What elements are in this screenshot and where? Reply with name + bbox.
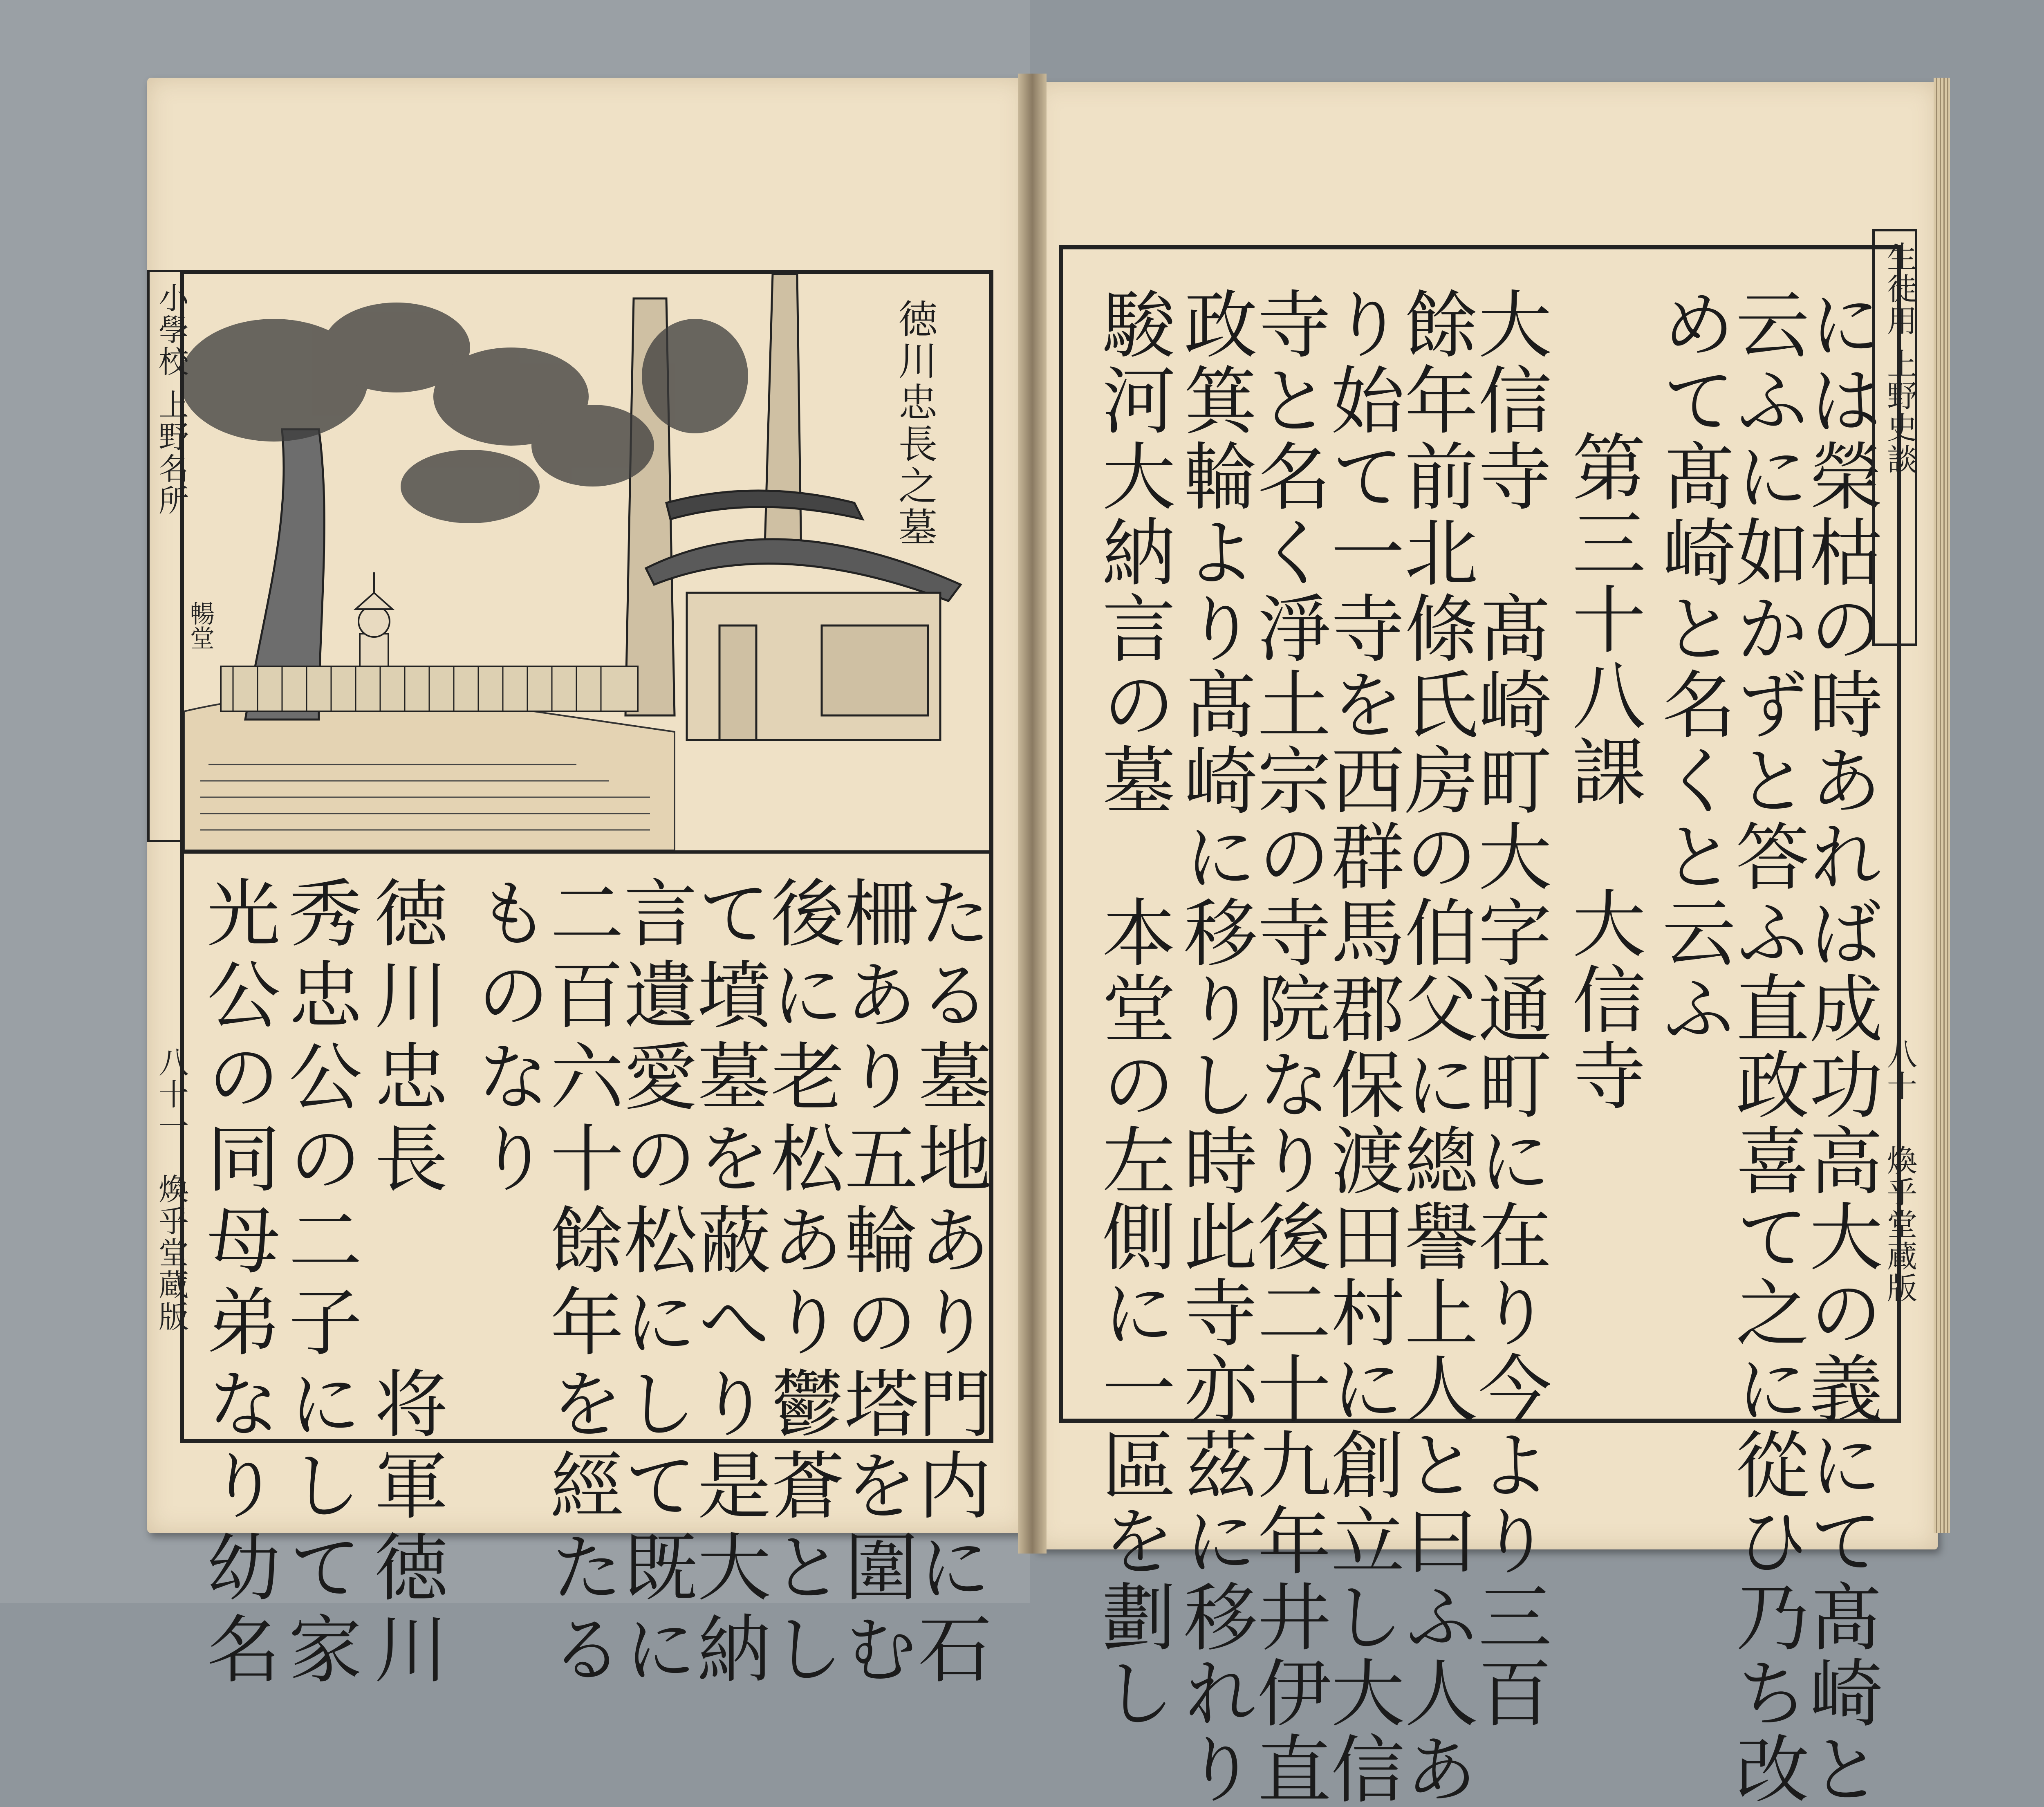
left-text-column: 光公の同母弟なり幼名 bbox=[195, 875, 280, 1693]
left-text-column: 後に老松あり鬱蒼とし bbox=[759, 875, 844, 1693]
left-text-column: たる墓地あり門内に石 bbox=[906, 875, 991, 1693]
right-margin-publisher: 煥乎堂蔵版 bbox=[1882, 1145, 1917, 1304]
right-text-column: 大信寺 髙崎町大字通町に在り今より三百 bbox=[1466, 286, 1551, 1731]
left-margin-folio: 八十一 bbox=[154, 1047, 189, 1142]
right-text-column: めて髙崎と名くと云ふ bbox=[1650, 286, 1735, 1047]
tomb-illustration bbox=[184, 274, 989, 850]
right-margin-folio: 八十 bbox=[1882, 1038, 1917, 1102]
left-margin-title: 小學校 上野名所 bbox=[154, 282, 189, 517]
right-text-column: 寺と名く淨土宗の寺院なり後二十九年井伊直 bbox=[1245, 286, 1331, 1807]
left-text-column: 徳川忠長 将軍徳川 bbox=[362, 875, 448, 1693]
artist-seal: 暢堂 bbox=[186, 601, 215, 650]
right-margin-title: 生徒用 上野史談 bbox=[1882, 241, 1917, 476]
left-text-column: 秀忠公の二子にして家 bbox=[276, 875, 362, 1693]
left-text-column: 二百六十餘年を經たる bbox=[538, 875, 623, 1693]
lesson-heading: 第三十八課 大信寺 bbox=[1560, 429, 1645, 1114]
book-gutter bbox=[1018, 74, 1047, 1554]
right-text-column: には榮枯の時あれば成功高大の義にて髙崎と bbox=[1797, 286, 1883, 1807]
left-text-column: て墳墓を蔽へり是大納 bbox=[685, 875, 771, 1693]
left-text-column: 言遺愛の松にして既に bbox=[612, 875, 697, 1693]
left-margin-publisher: 煥乎堂蔵版 bbox=[154, 1173, 189, 1333]
left-text-column: ものなり bbox=[464, 875, 550, 1202]
right-text-column: 云ふに如かずと答ふ直政喜て之に從ひ乃ち改 bbox=[1724, 286, 1809, 1807]
right-text-column: 政箕輪より髙崎に移りし時此寺亦茲に移れり bbox=[1172, 286, 1257, 1807]
right-text-column: 駿河大納言の墓 本堂の左側に一區を劃し bbox=[1090, 286, 1175, 1731]
illustration-divider bbox=[180, 850, 993, 854]
illustration-caption: 徳川忠長之墓 bbox=[892, 298, 938, 549]
right-text-column: 餘年前北條氏房の伯父に總譽上人と曰ふ人あ bbox=[1392, 286, 1478, 1807]
left-text-column: 柵あり五輪の塔を圍む bbox=[832, 875, 918, 1693]
page-edges bbox=[1934, 78, 1950, 1533]
right-text-column: り始て一寺を西群馬郡保渡田村に創立し大信 bbox=[1319, 286, 1404, 1807]
